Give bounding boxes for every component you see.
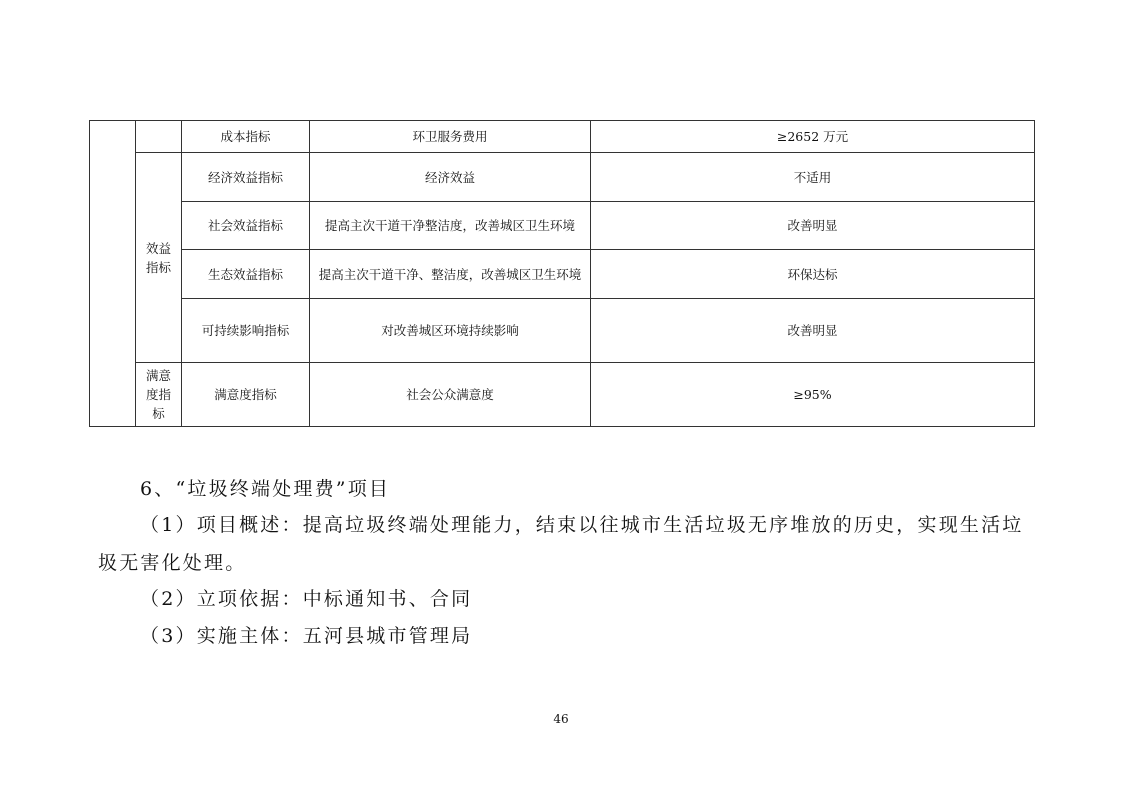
performance-indicator-table: [89, 120, 1035, 427]
paragraph-implementer: （3）实施主体：五河县城市管理局: [140, 625, 473, 647]
sub-indicator-cell: 社会效益指标: [182, 202, 310, 250]
sub-indicator-cell: 可持续影响指标: [182, 299, 310, 363]
table-row: [90, 250, 1035, 299]
sub-indicator-cell: 生态效益指标: [182, 250, 310, 299]
target-value-cell: 改善明显: [591, 299, 1035, 363]
level2-cell: [136, 121, 182, 153]
indicator-item-cell: 提高主次干道干净整洁度，改善城区卫生环境: [310, 202, 591, 250]
indicator-item-cell: 对改善城区环境持续影响: [310, 299, 591, 363]
paragraph-overview: （1）项目概述：提高垃圾终端处理能力，结束以往城市生活垃圾无序堆放的历史，实现生活垃圾无害化处理。: [98, 514, 1024, 574]
target-value-cell: 环保达标: [591, 250, 1035, 299]
table-row: [90, 202, 1035, 250]
group-benefit-cell: 效益指标: [136, 153, 182, 363]
table-row: [90, 121, 1035, 153]
indicator-item-cell: 经济效益: [310, 153, 591, 202]
sub-indicator-cell: 经济效益指标: [182, 153, 310, 202]
indicator-item-cell: 社会公众满意度: [310, 363, 591, 427]
target-value-cell: 不适用: [591, 153, 1035, 202]
section-heading: 6、“垃圾终端处理费”项目: [140, 478, 391, 500]
paragraph-basis: （2）立项依据：中标通知书、合同: [140, 588, 473, 610]
indicator-item-cell: 提高主次干道干净、整洁度，改善城区卫生环境: [310, 250, 591, 299]
indicator-item-cell: 环卫服务费用: [310, 121, 591, 153]
table-row: [90, 363, 1035, 427]
sub-indicator-cell: 成本指标: [182, 121, 310, 153]
target-value-cell: 改善明显: [591, 202, 1035, 250]
sub-indicator-cell: 满意度指标: [182, 363, 310, 427]
table-row: [90, 153, 1035, 202]
table-row: [90, 299, 1035, 363]
page-number: 46: [553, 712, 569, 726]
target-value-cell: ≥95%: [591, 363, 1035, 427]
target-value-cell: ≥2652 万元: [591, 121, 1035, 153]
group-satisfaction-cell: 满意度指标: [136, 363, 182, 427]
level1-cell: [90, 121, 136, 427]
